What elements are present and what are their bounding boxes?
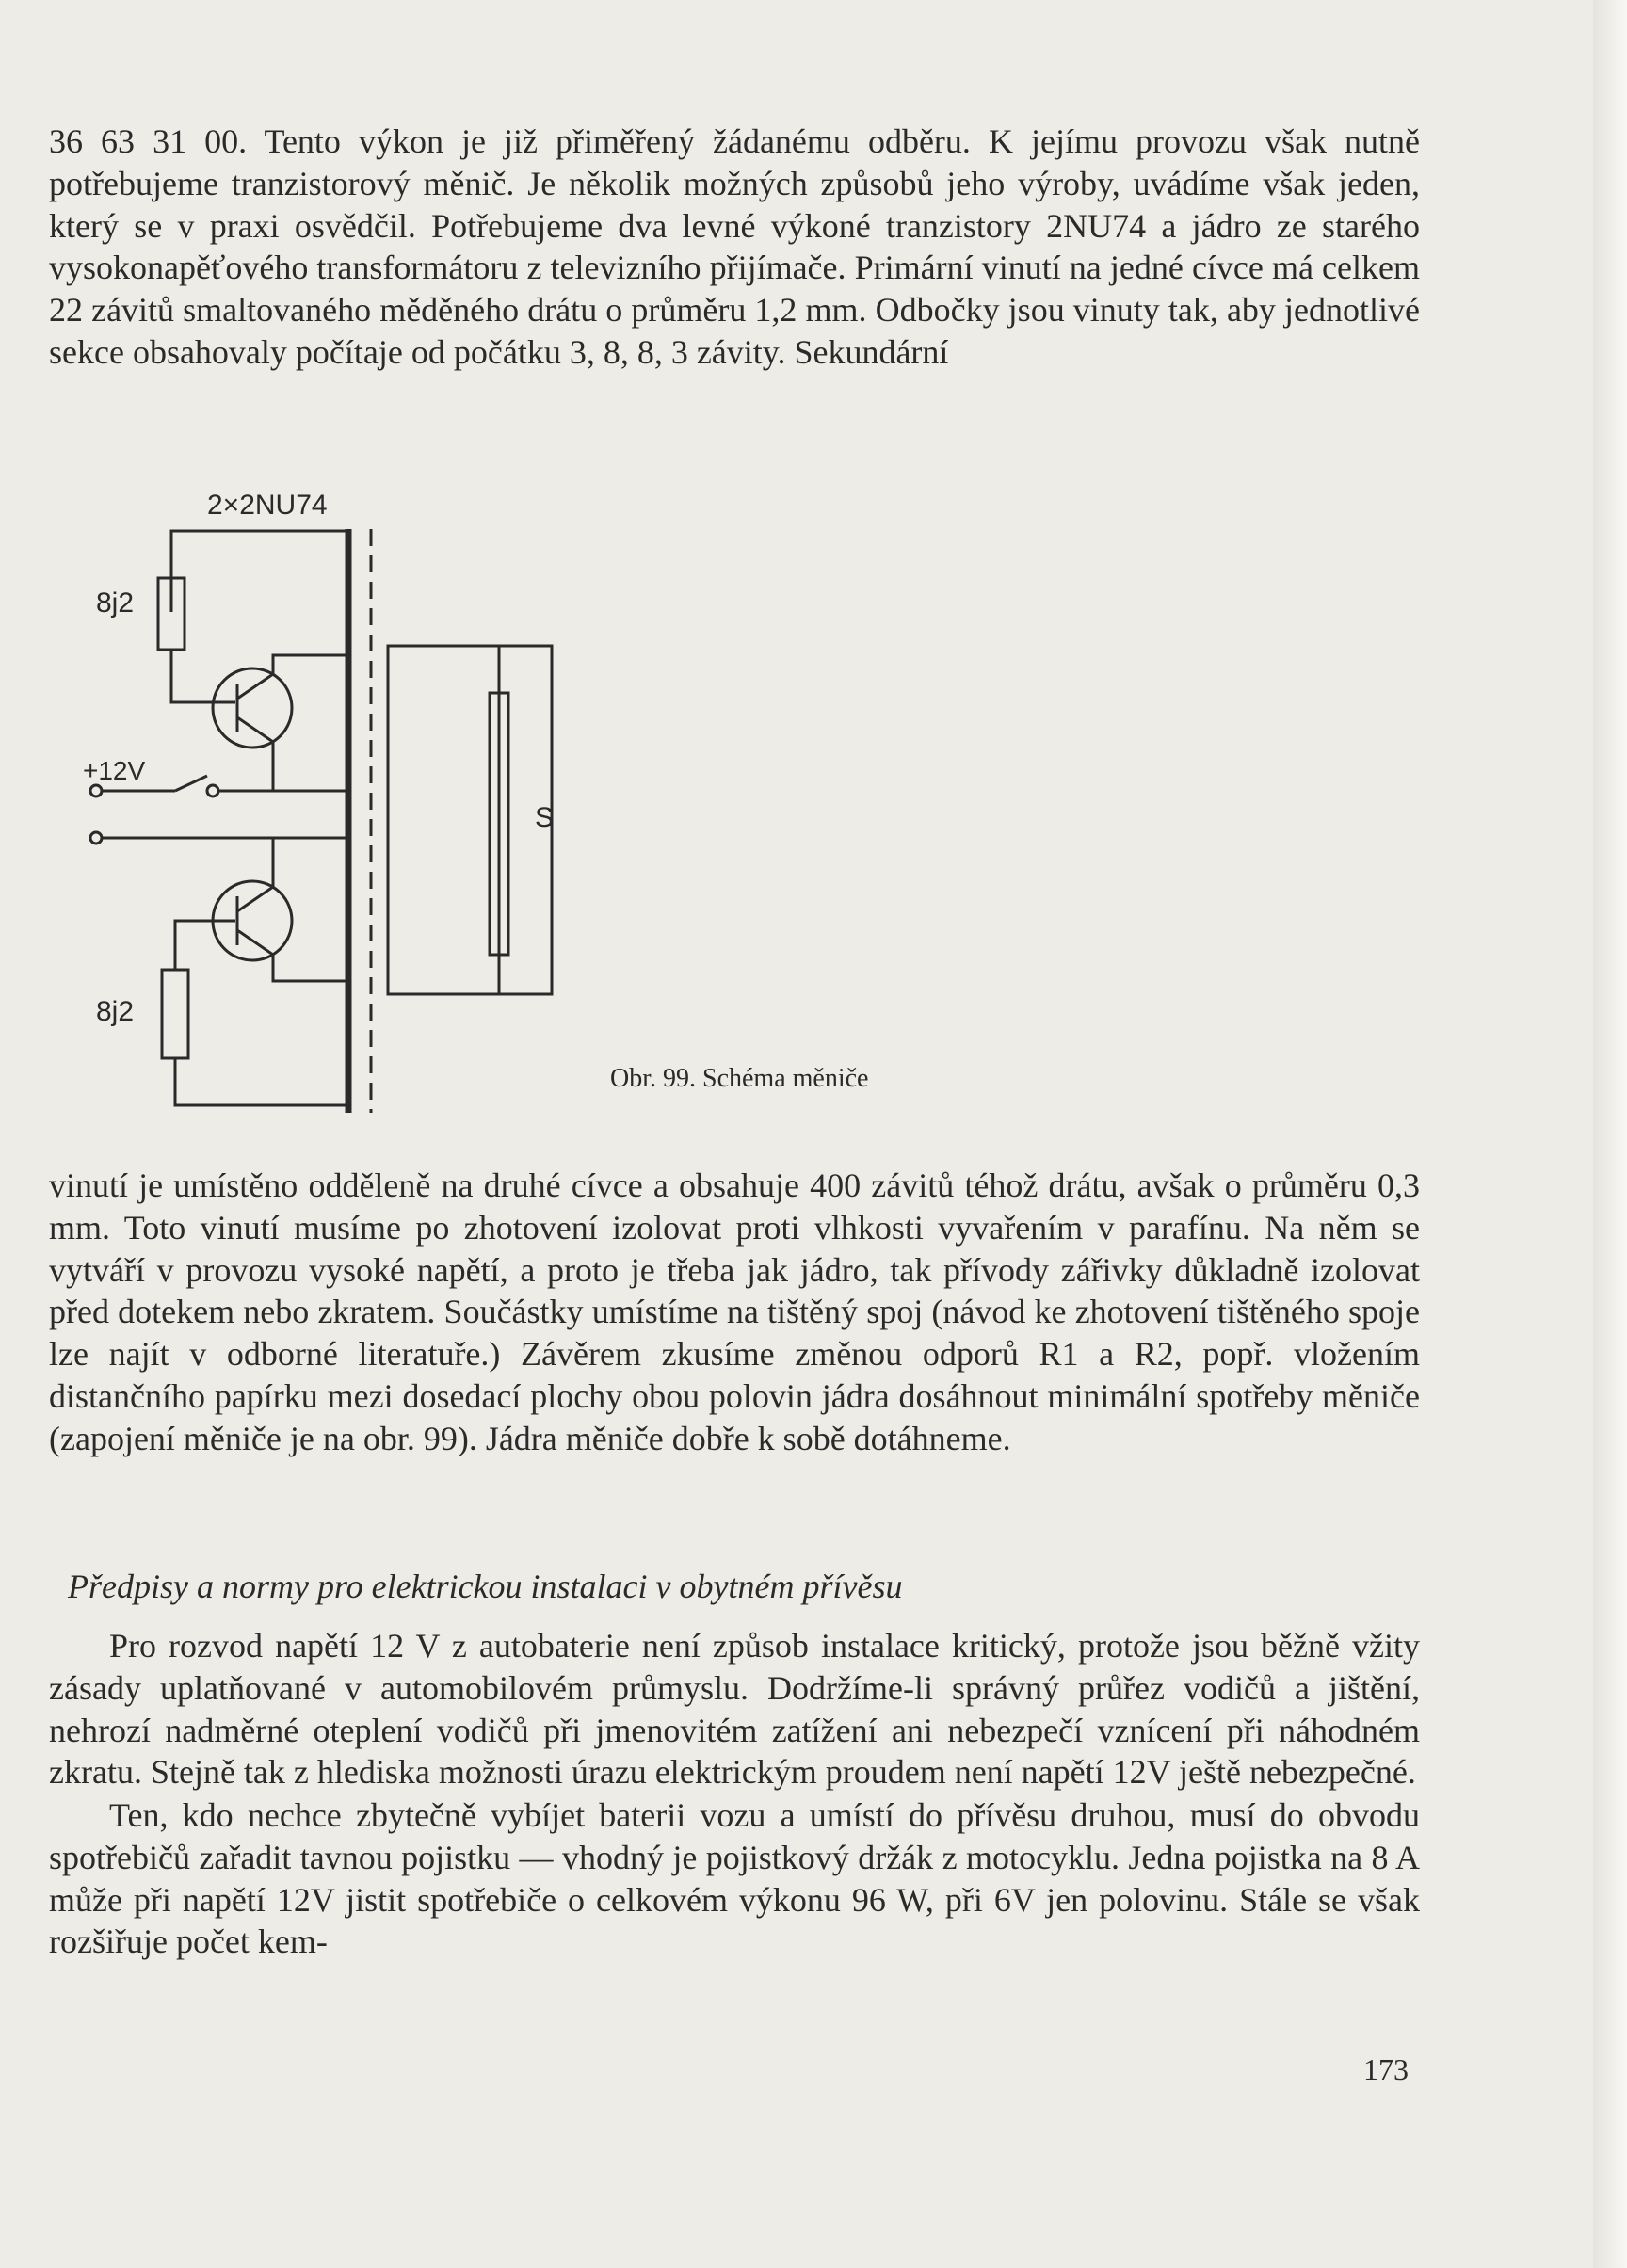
- wire-top-base: [171, 650, 235, 702]
- resistor-top-label: 8j2: [96, 587, 135, 619]
- paragraph-2: vinutí je umístěno odděleně na druhé cívce a obsahuje 400 závitů téhož drátu, avšak o průměru 0,3 mm. Toto vinutí musíme po zhotovení izolovat proti vlhkosti vyvařením v parafínu. Na něm se vytváří v provozu vysoké napětí, a proto je třeba jak jádro, tak přívody zářivky důkladně izolovat před dotekem nebo zkratem. Součástky umístíme na tištěný spoj (návod ke zhotovení tištěného spoje lze najít v odborné literatuře.) Závěrem zkusíme změnou odporů R1 a R2, popř. vložením distančního papírku mezi dosedací plochy obou polovin jádra dosáhnout minimální spotřeby měniče (zapojení měniče je na obr. 99). Jádra měniče dobře k sobě dotáhneme.: [49, 1166, 1420, 1457]
- transistor-type-label: 2×2NU74: [207, 490, 328, 521]
- page-edge: [1593, 0, 1627, 2268]
- resistor-bottom: [162, 970, 188, 1058]
- section-heading: Předpisy a normy pro elektrickou instalaci v obytném přívěsu: [68, 1568, 903, 1605]
- figure-caption: Obr. 99. Schéma měniče: [610, 1064, 869, 1093]
- page-number: 173: [1363, 2052, 1409, 2086]
- transistor-top: [213, 668, 292, 748]
- wire-bottom: [175, 1058, 348, 1105]
- secondary-label: S: [535, 802, 555, 833]
- supply-label: +12V: [83, 756, 146, 785]
- paragraph-3: Pro rozvod napětí 12 V z autobaterie není způsob instalace kritický, protože jsou běžně vžity zásady uplatňované v automobilovém průmyslu. Dodržíme-li správný průřez vodičů a jištění, nehrozí nadměrné oteplení vodičů při jmenovitém zatížení ani nebezpečí vznícení při náhodném zkratu. Stejně tak z hlediska možnosti úrazu elektrickým proudem není napětí 12V ještě nebezpečné.: [49, 1627, 1420, 1792]
- switch[interactable]: [175, 776, 207, 791]
- wire-top: [171, 531, 348, 612]
- paragraph-4: Ten, kdo nechce zbytečně vybíjet baterii vozu a umístí do přívěsu druhou, musí do obvodu spotřebičů zařadit tavnou pojistku — vhodný je pojistkový držák z motocyklu. Jedna pojistka na 8 A může při napětí 12V jistit spotřebiče o celkovém výkonu 96 W, při 6V jen polovinu. Stále se však rozšiřuje počet kem-: [49, 1796, 1420, 1961]
- paragraph-1: 36 63 31 00. Tento výkon je již přiměřený žádanému odběru. K jejímu provozu však nutně potřebujeme tranzistorový měnič. Je několik možných způsobů jeho výroby, uvádíme však jeden, který se v praxi osvědčil. Potřebujeme dva levné výkoné tranzistory 2NU74 a jádro ze starého vysokonapěťového transformátoru z televizního přijímače. Primární vinutí na jedné cívce má celkem 22 závitů smaltovaného měděného drátu o průměru 1,2 mm. Odbočky jsou vinuty tak, aby jednotlivé sekce obsahovaly počítaje od počátku 3, 8, 8, 3 závity. Sekundární: [49, 122, 1420, 371]
- converter-schematic: [75, 480, 621, 1130]
- secondary-winding: [388, 646, 555, 994]
- ground-terminal: [90, 832, 102, 844]
- supply-terminal: [90, 785, 102, 796]
- resistor-bottom-label: 8j2: [96, 996, 135, 1027]
